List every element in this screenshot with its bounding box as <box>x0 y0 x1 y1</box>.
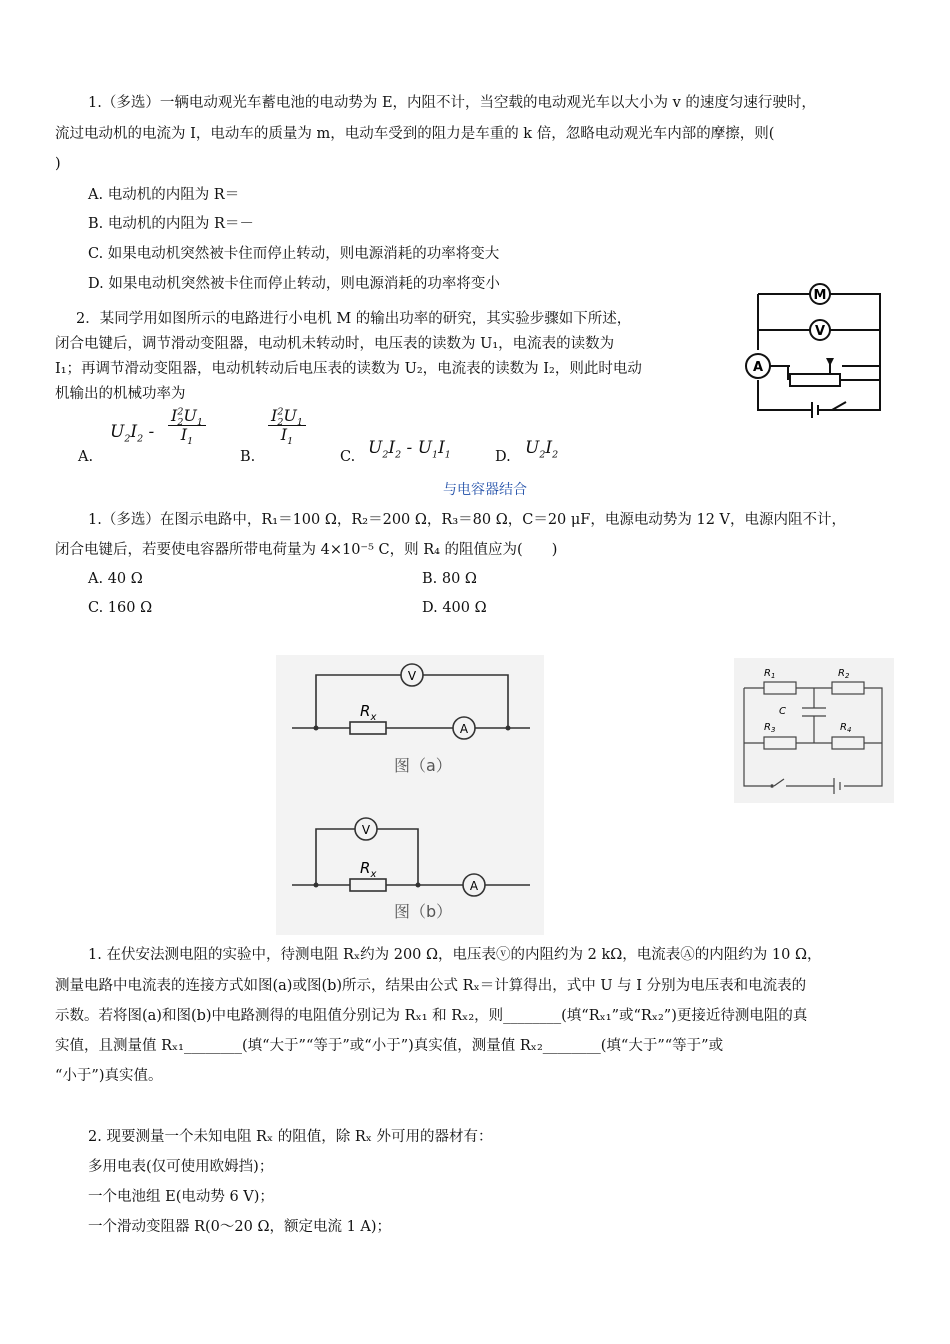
q2-option-d-label: D. <box>495 449 511 465</box>
figure-ab-panel <box>276 655 544 935</box>
capacitor-circuit-panel <box>734 658 894 803</box>
q1-line1: 1.（多选）一辆电动观光车蓄电池的电动势为 E，内阻不计，当空载的电动观光车以大小为 v 的速度匀速行驶时， <box>88 95 816 111</box>
q2-option-c-formula: $U_2I_2 - U_1I_1$ <box>368 438 451 461</box>
section-title-capacitor: 与电容器结合 <box>443 482 527 498</box>
motor-label: M <box>813 288 827 303</box>
s2-line2: 闭合电键后，若要使电容器所带电荷量为 4×10⁻⁵ C，则 R₄ 的阻值应为( ) <box>55 542 558 558</box>
q2-option-d-formula: $U_2I_2$ <box>525 438 559 461</box>
voltmeter-label: V <box>814 324 826 339</box>
q2-option-a-label: A. <box>78 449 94 465</box>
q2-line2: 闭合电键后，调节滑动变阻器，电动机未转动时，电压表的读数为 U₁，电流表的读数为 <box>55 336 615 352</box>
q1-option-b: B. 电动机的内阻为 R＝－ <box>88 216 254 232</box>
s2-option-c: C. 160 Ω <box>88 600 153 616</box>
fig-a-rx-label: $R_x$ <box>360 702 377 723</box>
q2-line4: 机输出的机械功率为 <box>55 386 186 402</box>
s3-q2-item1: 多用电表(仅可使用欧姆挡)； <box>88 1159 274 1175</box>
q1-line3: ) <box>55 156 61 172</box>
s3-q2-item2: 一个电池组 E(电动势 6 V)； <box>88 1189 274 1205</box>
q1-option-c: C. 如果电动机突然被卡住而停止转动，则电源消耗的功率将变大 <box>88 246 500 262</box>
q1-line2: 流过电动机的电流为 I，电动车的质量为 m，电动车受到的阻力是车重的 k 倍，忽略电动观光车内部的摩擦，则( <box>55 126 775 142</box>
capacitor-label: C <box>779 706 786 717</box>
s2-option-d: D. 400 Ω <box>422 600 487 616</box>
s3-q1-line1: 1. 在伏安法测电阻的实验中，待测电阻 Rₓ约为 200 Ω，电压表ⓥ的内阻约为 2 kΩ，电流表Ⓐ的内阻约为 10 Ω， <box>88 947 822 963</box>
s3-q1-line3: 示数。若将图(a)和图(b)中电路测得的电阻值分别记为 Rₓ₁ 和 Rₓ₂，则________(填“Rₓ₁”或“Rₓ₂”)更接近待测电阻的真 <box>55 1008 808 1024</box>
s3-q1-line4: 实值，且测量值 Rₓ₁________(填“大于”“等于”或“小于”)真实值，测量值 Rₓ₂________(填“大于”“等于”或 <box>55 1038 724 1054</box>
motor-circuit-diagram <box>740 282 890 422</box>
q2-line3: I₁；再调节滑动变阻器，电动机转动后电压表的读数为 U₂，电流表的读数为 I₂，则此时电动 <box>55 361 642 377</box>
q1-option-a: A. 电动机的内阻为 R＝ <box>88 187 240 203</box>
s3-q1-line2: 测量电路中电流表的连接方式如图(a)或图(b)所示，结果由公式 Rₓ＝计算得出，式中 U 与 I 分别为电压表和电流表的 <box>55 978 807 994</box>
capacitor-circuit-svg <box>734 658 894 803</box>
s3-q1-line5: “小于”)真实值。 <box>55 1068 163 1084</box>
fig-b-caption: 图（b） <box>394 902 453 921</box>
s3-q2-line1: 2. 现要测量一个未知电阻 Rₓ 的阻值，除 Rₓ 外可用的器材有： <box>88 1129 493 1145</box>
fig-b-rx-label: $R_x$ <box>360 859 377 880</box>
r1-label: $R_1$ <box>764 668 776 680</box>
ammeter-label: A <box>752 360 764 375</box>
r2-label: $R_2$ <box>838 668 850 680</box>
q1-option-d: D. 如果电动机突然被卡住而停止转动，则电源消耗的功率将变小 <box>88 276 500 292</box>
s2-option-b: B. 80 Ω <box>422 571 477 587</box>
fig-b-ammeter-label: A <box>469 879 479 893</box>
s3-q2-item3: 一个滑动变阻器 R(0～20 Ω，额定电流 1 A)； <box>88 1219 392 1235</box>
s2-line1: 1.（多选）在图示电路中，R₁＝100 Ω，R₂＝200 Ω，R₃＝80 Ω，C＝20 μF，电源电动势为 12 V，电源内阻不计， <box>88 512 846 528</box>
q2-line1: 2．某同学用如图所示的电路进行小电机 M 的输出功率的研究，其实验步骤如下所述， <box>76 311 632 327</box>
q2-option-a-formula: $U_2I_2$ - <box>110 422 155 445</box>
fig-a-caption: 图（a） <box>394 756 452 775</box>
s2-option-a: A. 40 Ω <box>88 571 143 587</box>
q2-option-b-fraction: $\frac{I^2_2U_1}{I_1}$ <box>268 408 306 443</box>
fig-b-voltmeter-label: V <box>361 823 371 837</box>
fig-a-voltmeter-label: V <box>407 669 417 683</box>
q2-option-c-label: C. <box>340 449 356 465</box>
slider-arrow-icon <box>826 358 834 366</box>
fig-a-ammeter-label: A <box>459 722 469 736</box>
r3-label: $R_3$ <box>764 722 776 734</box>
r4-label: $R_4$ <box>840 722 852 734</box>
q2-option-a-fraction: $\frac{I^2_2U_1}{I_1}$ <box>168 408 206 443</box>
q2-option-b-label: B. <box>240 449 256 465</box>
figure-ab-svg <box>276 655 544 935</box>
